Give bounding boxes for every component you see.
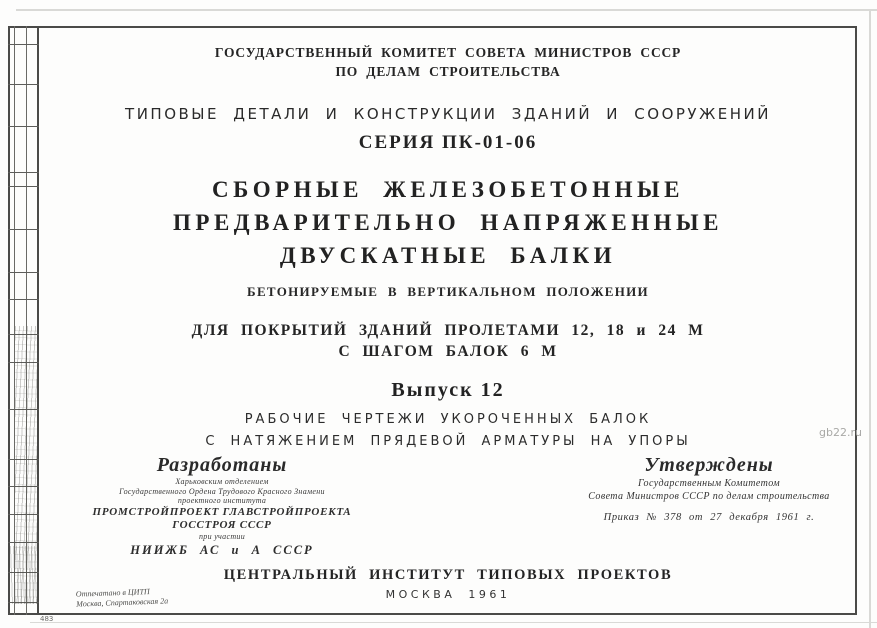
- strip-divider: [8, 272, 39, 273]
- strip-divider: [8, 44, 39, 45]
- scan-edge-right: [869, 9, 871, 628]
- approved-heading: Утверждены: [644, 454, 774, 476]
- developed-block: [57, 454, 387, 558]
- developed-institute-line: ГОССТРОЯ СССР: [172, 518, 272, 531]
- strip-stamp-marks: [9, 546, 37, 604]
- publisher-city-year: МОСКВА 1961: [385, 588, 511, 601]
- print-note: [76, 586, 169, 609]
- main-title: [39, 173, 857, 272]
- spans-line1: ДЛЯ ПОКРЫТИЙ ЗДАНИЙ ПРОЛЕТАМИ 12, 18 и 24 М: [191, 322, 705, 339]
- approval-order-line: Приказ № 378 от 27 декабря 1961 г.: [603, 512, 815, 523]
- approved-org-line2: Совета Министров СССР по делам строительства: [588, 491, 830, 502]
- title-block-strip: [8, 26, 39, 615]
- series-number: СЕРИЯ ПК-01-06: [358, 132, 538, 153]
- developed-heading: Разработаны: [156, 454, 288, 476]
- approved-org-line1: Государственным Комитетом: [637, 478, 781, 489]
- strip-divider: [8, 229, 39, 230]
- strip-divider: [8, 84, 39, 85]
- issue-description: [39, 409, 857, 453]
- developed-org-line: проектного института: [177, 496, 267, 505]
- scan-edge-top: [16, 9, 877, 11]
- developed-institute-line: ПРОМСТРОЙПРОЕКТ ГЛАВСТРОЙПРОЕКТА: [92, 505, 352, 518]
- strip-divider: [8, 299, 39, 300]
- spans-line2: С ШАГОМ БАЛОК 6 М: [338, 343, 558, 360]
- strip-divider: [8, 126, 39, 127]
- signature-columns: [39, 454, 857, 564]
- print-note-line1: Отпечатано в ЦИТП: [75, 587, 150, 599]
- strip-divider: [8, 186, 39, 187]
- casting-position-line: БЕТОНИРУЕМЫЕ В ВЕРТИКАЛЬНОМ ПОЛОЖЕНИИ: [247, 284, 649, 299]
- issue-line2: С НАТЯЖЕНИЕМ ПРЯДЕВОЙ АРМАТУРЫ НА УПОРЫ: [205, 434, 691, 449]
- strip-divider: [8, 172, 39, 173]
- developed-org-line: Государственного Ордена Трудового Красного Знамени: [119, 486, 325, 496]
- spans-block: [39, 320, 857, 362]
- committee-line2: ПО ДЕЛАМ СТРОИТЕЛЬСТВА: [335, 64, 561, 79]
- corner-number: 483: [40, 615, 54, 623]
- site-watermark: gb22.ru: [819, 426, 862, 439]
- print-note-line2: Москва, Спартаковская 2а: [76, 596, 169, 609]
- approved-block: [559, 454, 859, 523]
- main-title-line2: ПРЕДВАРИТЕЛЬНО НАПРЯЖЕННЫЕ: [173, 210, 723, 235]
- standard-details-line: ТИПОВЫЕ ДЕТАЛИ И КОНСТРУКЦИИ ЗДАНИЙ И СООРУЖЕНИЙ: [125, 105, 771, 123]
- committee-line1: ГОСУДАРСТВЕННЫЙ КОМИТЕТ СОВЕТА МИНИСТРОВ СССР: [214, 45, 682, 60]
- issue-number: Выпуск 12: [391, 379, 505, 401]
- main-title-line3: ДВУСКАТНЫЕ БАЛКИ: [279, 243, 617, 268]
- title-page-content: [39, 26, 857, 615]
- developed-org-line: Харьковским отделением: [175, 477, 269, 486]
- scan-edge-bottom: [30, 622, 877, 623]
- developed-niizhb-line: НИИЖБ АС и А СССР: [130, 543, 314, 557]
- publisher-name: ЦЕНТРАЛЬНЫЙ ИНСТИТУТ ТИПОВЫХ ПРОЕКТОВ: [223, 567, 673, 583]
- main-title-line1: СБОРНЫЕ ЖЕЛЕЗОБЕТОННЫЕ: [212, 177, 684, 202]
- developed-participation-line: при участии: [199, 531, 245, 541]
- issue-line1: РАБОЧИЕ ЧЕРТЕЖИ УКОРОЧЕННЫХ БАЛОК: [244, 412, 652, 427]
